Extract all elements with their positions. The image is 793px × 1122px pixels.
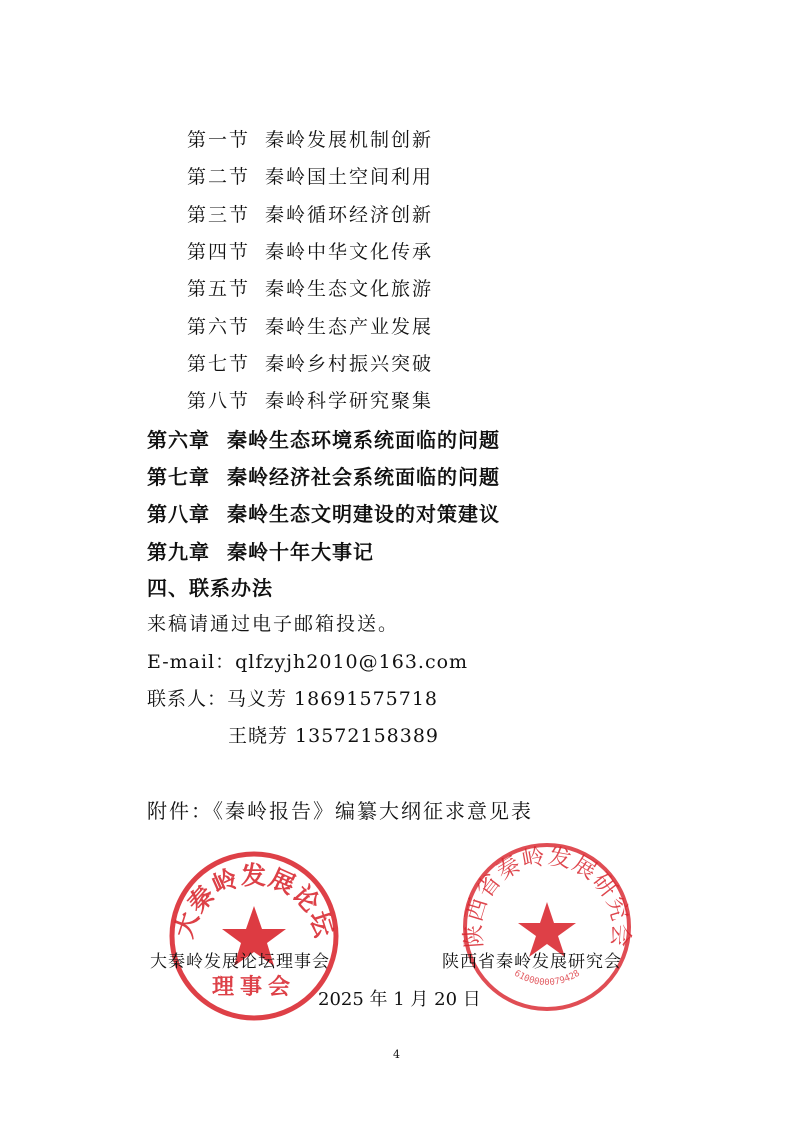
chapter-number: 第九章 [147,540,210,564]
chapter-title: 秦岭生态文明建设的对策建议 [227,502,500,526]
chapter-6 [147,424,500,453]
contact-heading: 四、联系办法 [147,576,273,600]
email-line: E-mail：qlfzyjh2010@163.com [147,651,469,673]
submit-note: 来稿请通过电子邮箱投送。 [147,613,400,635]
chapter-number: 第七章 [147,465,210,489]
attachment-line: 附件：《秦岭报告》编纂大纲征求意见表 [147,799,533,823]
page-number: 4 [393,1048,400,1061]
section-title: 秦岭国土空间利用 [265,166,434,188]
chapter-7 [147,461,500,490]
section-title: 秦岭科学研究聚集 [265,390,434,412]
section-2 [187,162,433,189]
section-number: 第四节 [187,241,251,263]
contact-person-1: 联系人：马义芳 18691575718 [147,688,439,710]
section-title: 秦岭循环经济创新 [265,204,434,226]
chapter-number: 第六章 [147,428,210,452]
signature-right: 陕西省秦岭发展研究会 [442,952,622,972]
section-5 [187,274,433,301]
signature-date: 2025 年 1 月 20 日 [318,989,481,1010]
right-seal [458,838,636,1016]
section-title: 秦岭中华文化传承 [265,241,434,263]
section-8 [187,386,433,413]
section-1 [187,125,433,152]
section-7 [187,349,433,376]
chapter-number: 第八章 [147,502,210,526]
signature-left: 大秦岭发展论坛理事会 [150,952,330,972]
chapter-title: 秦岭经济社会系统面临的问题 [227,465,500,489]
svg-text:6100000079428: 6100000079428 [512,968,582,988]
section-3 [187,200,433,227]
section-title: 秦岭生态产业发展 [265,316,434,338]
section-6 [187,312,433,339]
section-number: 第六节 [187,316,251,338]
section-number: 第七节 [187,353,251,375]
svg-text:陕西省秦岭发展研究会: 陕西省秦岭发展研究会 [460,843,634,949]
contact-person-2: 王晓芳 13572158389 [228,725,440,747]
svg-text:理事会: 理事会 [211,975,297,1000]
section-title: 秦岭生态文化旅游 [265,278,434,300]
section-title: 秦岭乡村振兴突破 [265,353,434,375]
section-number: 第五节 [187,278,251,300]
chapter-title: 秦岭生态环境系统面临的问题 [227,428,500,452]
section-4 [187,237,433,264]
svg-text:大秦岭发展论坛: 大秦岭发展论坛 [169,861,339,942]
section-title: 秦岭发展机制创新 [265,129,434,151]
section-number: 第八节 [187,390,251,412]
chapter-9 [147,536,374,565]
chapter-title: 秦岭十年大事记 [227,540,374,564]
left-seal [164,846,344,1026]
chapter-8 [147,498,500,527]
section-number: 第三节 [187,204,251,226]
section-number: 第二节 [187,166,251,188]
section-number: 第一节 [187,129,251,151]
